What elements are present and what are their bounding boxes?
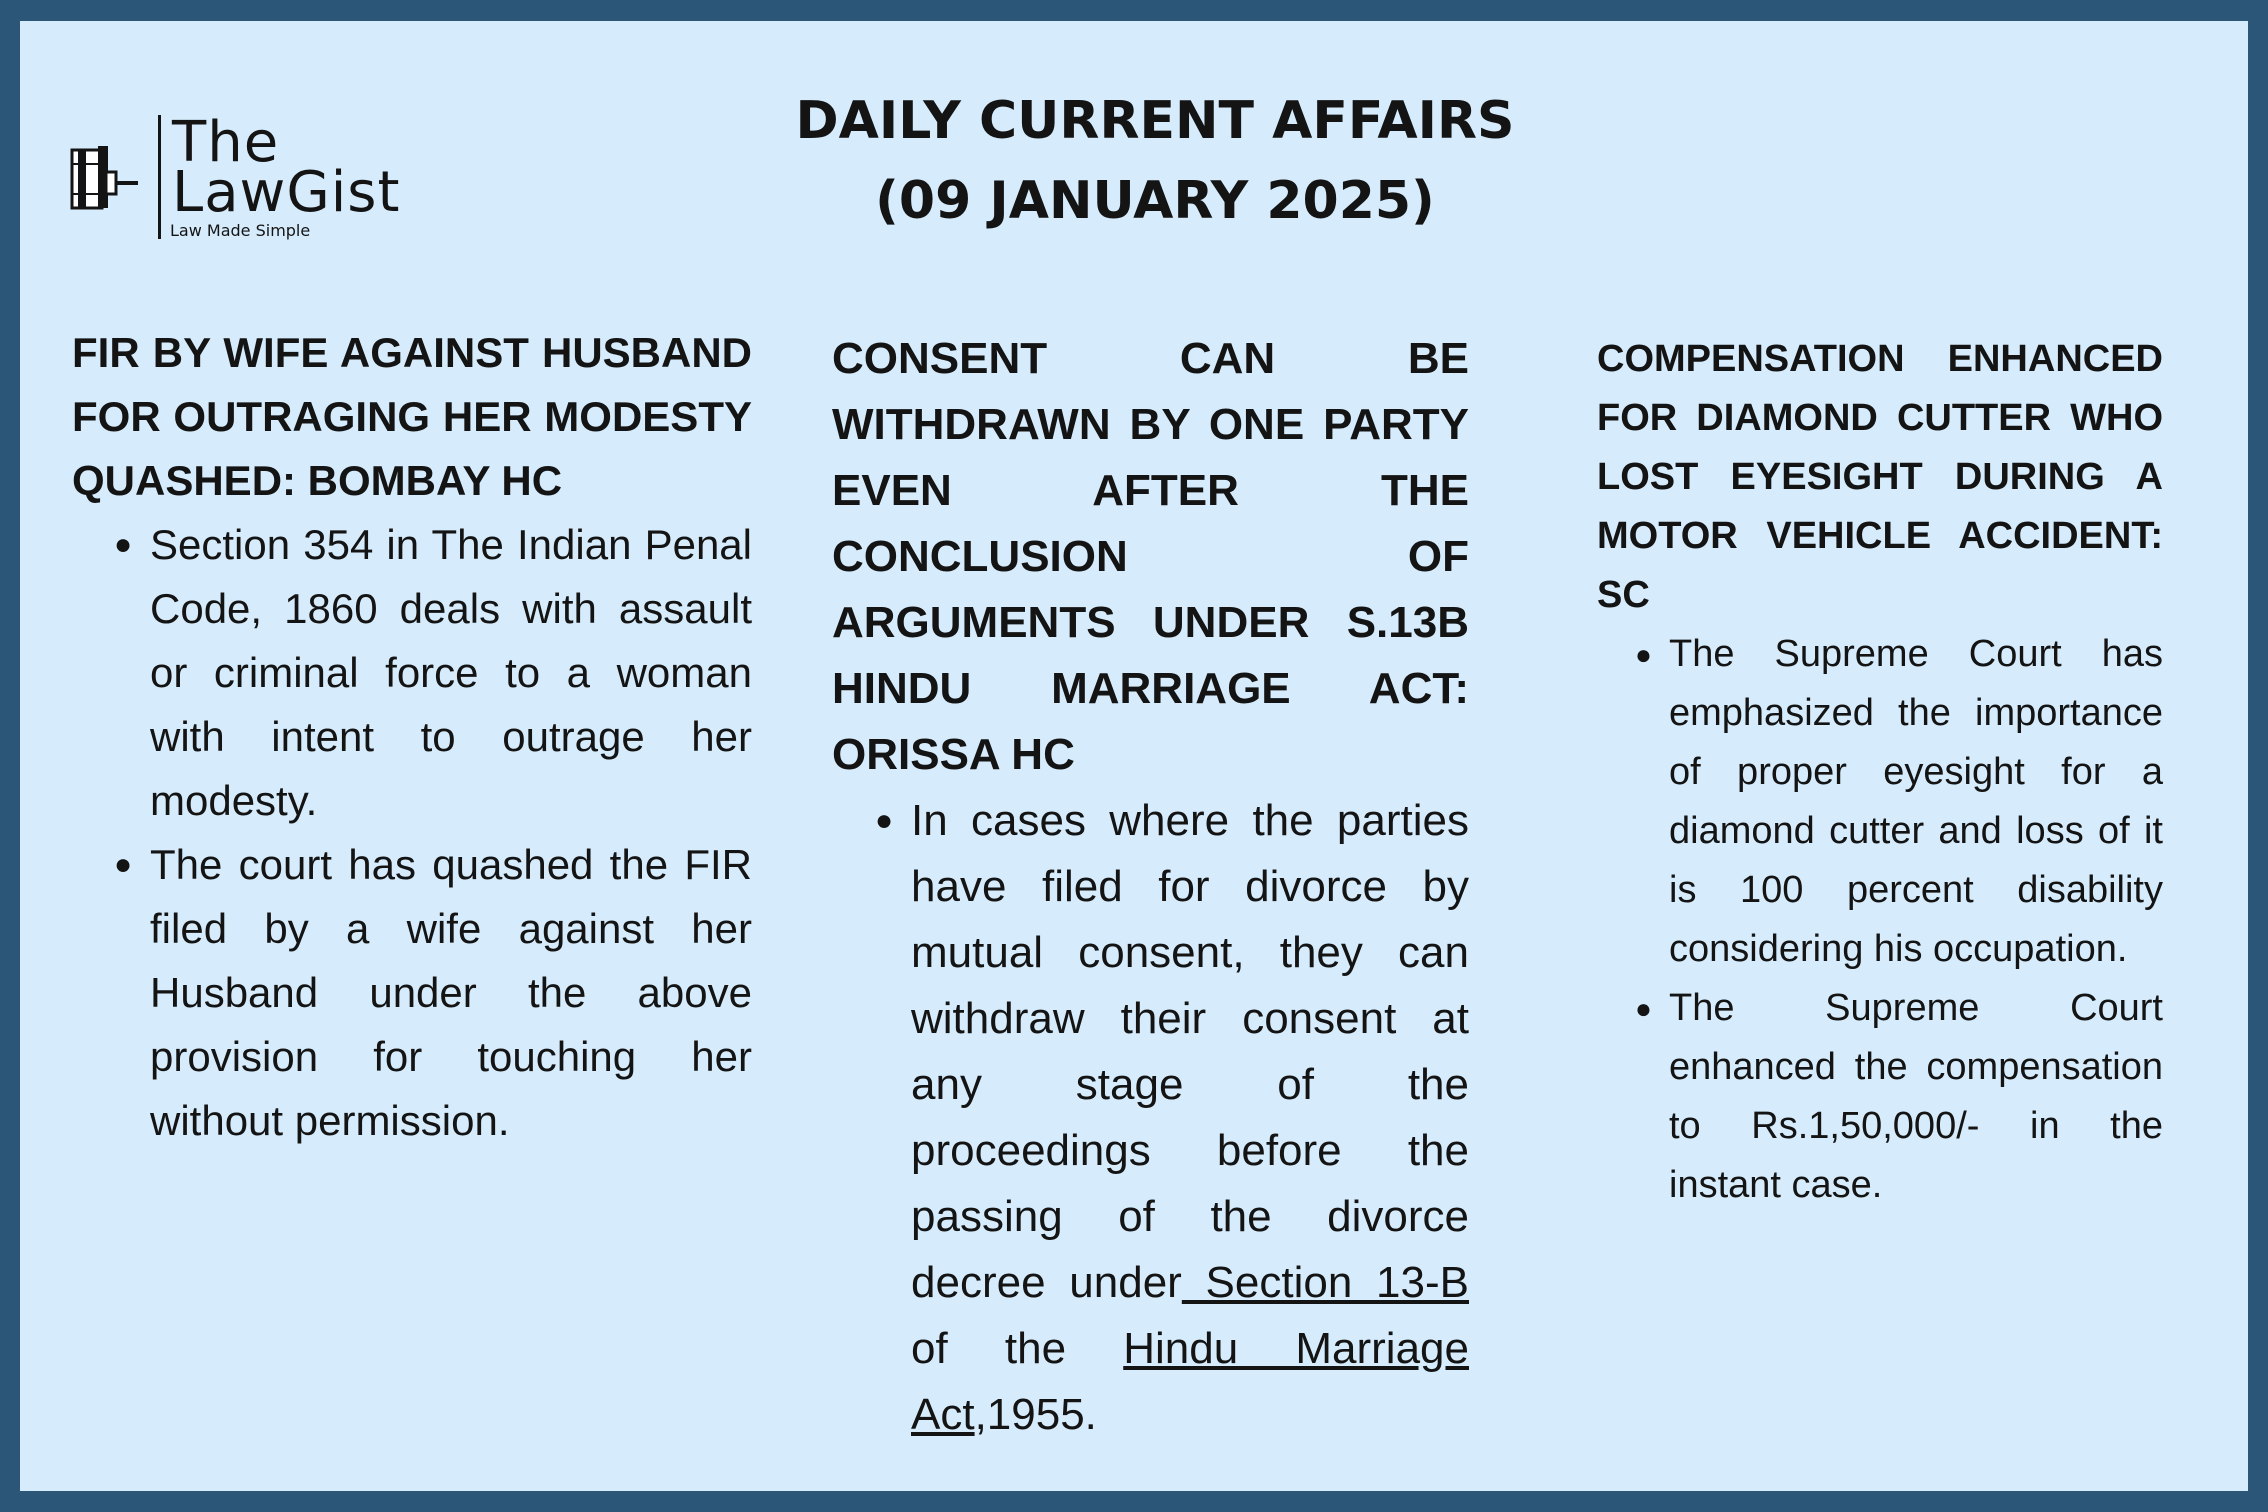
bullet-icon: ● (1635, 639, 1652, 670)
logo-text-the: The (172, 110, 280, 175)
title-line-1: DAILY CURRENT AFFAIRS (795, 91, 1515, 151)
article-column-3 (1597, 330, 2163, 1215)
page-title (680, 81, 1630, 241)
article-heading: FIR BY WIFE AGAINST HUSBAND FOR OUTRAGING HER MODESTY QUASHED: BOMBAY HC (72, 329, 752, 504)
logo (50, 89, 410, 249)
article-column-1 (72, 321, 752, 1153)
bullet-list (1635, 625, 2163, 1215)
list-item (114, 833, 752, 1153)
list-item (1635, 979, 2163, 1215)
list-item-text: In cases where the parties have filed for divorce by mutual consent, they can withdraw their consent at any stage of the proceedings before the passing of the divorce decree under (911, 796, 1469, 1307)
article-heading: COMPENSATION ENHANCED FOR DIAMOND CUTTER WHO LOST EYESIGHT DURING A MOTOR VEHICLE ACCIDENT: SC (1597, 338, 2163, 616)
bullet-icon: ● (1635, 993, 1652, 1024)
title-line-2: (09 JANUARY 2025) (875, 171, 1435, 231)
logo-divider (158, 115, 161, 239)
list-item (1635, 625, 2163, 979)
list-item-text: The Supreme Court has emphasized the importance of proper eyesight for a diamond cutter and loss of it is 100 percent disability considering his occupation. (1669, 633, 2163, 970)
logo-tagline: Law Made Simple (170, 221, 311, 240)
list-item (114, 513, 752, 833)
list-item-text: The court has quashed the FIR filed by a wife against her Husband under the above provision for touching her without permission. (150, 841, 752, 1144)
list-item-text: ,1955. (974, 1390, 1097, 1439)
list-item-text: of the (911, 1324, 1124, 1373)
list-item (875, 788, 1469, 1448)
bullet-icon: ● (875, 804, 894, 837)
book-gavel-icon (68, 144, 142, 214)
hindu-marriage-act-link[interactable]: Hindu Marriage Act (911, 1324, 1469, 1439)
section-13b-link[interactable]: Section 13-B (1181, 1258, 1469, 1307)
article-heading: CONSENT CAN BE WITHDRAWN BY ONE PARTY EVEN AFTER THE CONCLUSION OF ARGUMENTS UNDER S.13B HINDU MARRIAGE ACT: ORISSA HC (832, 334, 1469, 779)
list-item-text: Section 354 in The Indian Penal Code, 1860 deals with assault or criminal force to a woman with intent to outrage her modesty. (150, 521, 752, 824)
logo-text-lawgist: LawGist (172, 160, 401, 225)
article-column-2 (832, 326, 1469, 1448)
bullet-icon: ● (114, 848, 133, 881)
list-item-text: The Supreme Court enhanced the compensation to Rs.1,50,000/- in the instant case. (1669, 987, 2163, 1206)
page-frame (20, 21, 2248, 1491)
bullet-icon: ● (114, 528, 133, 561)
bullet-list (114, 513, 752, 1153)
bullet-list (875, 788, 1469, 1448)
